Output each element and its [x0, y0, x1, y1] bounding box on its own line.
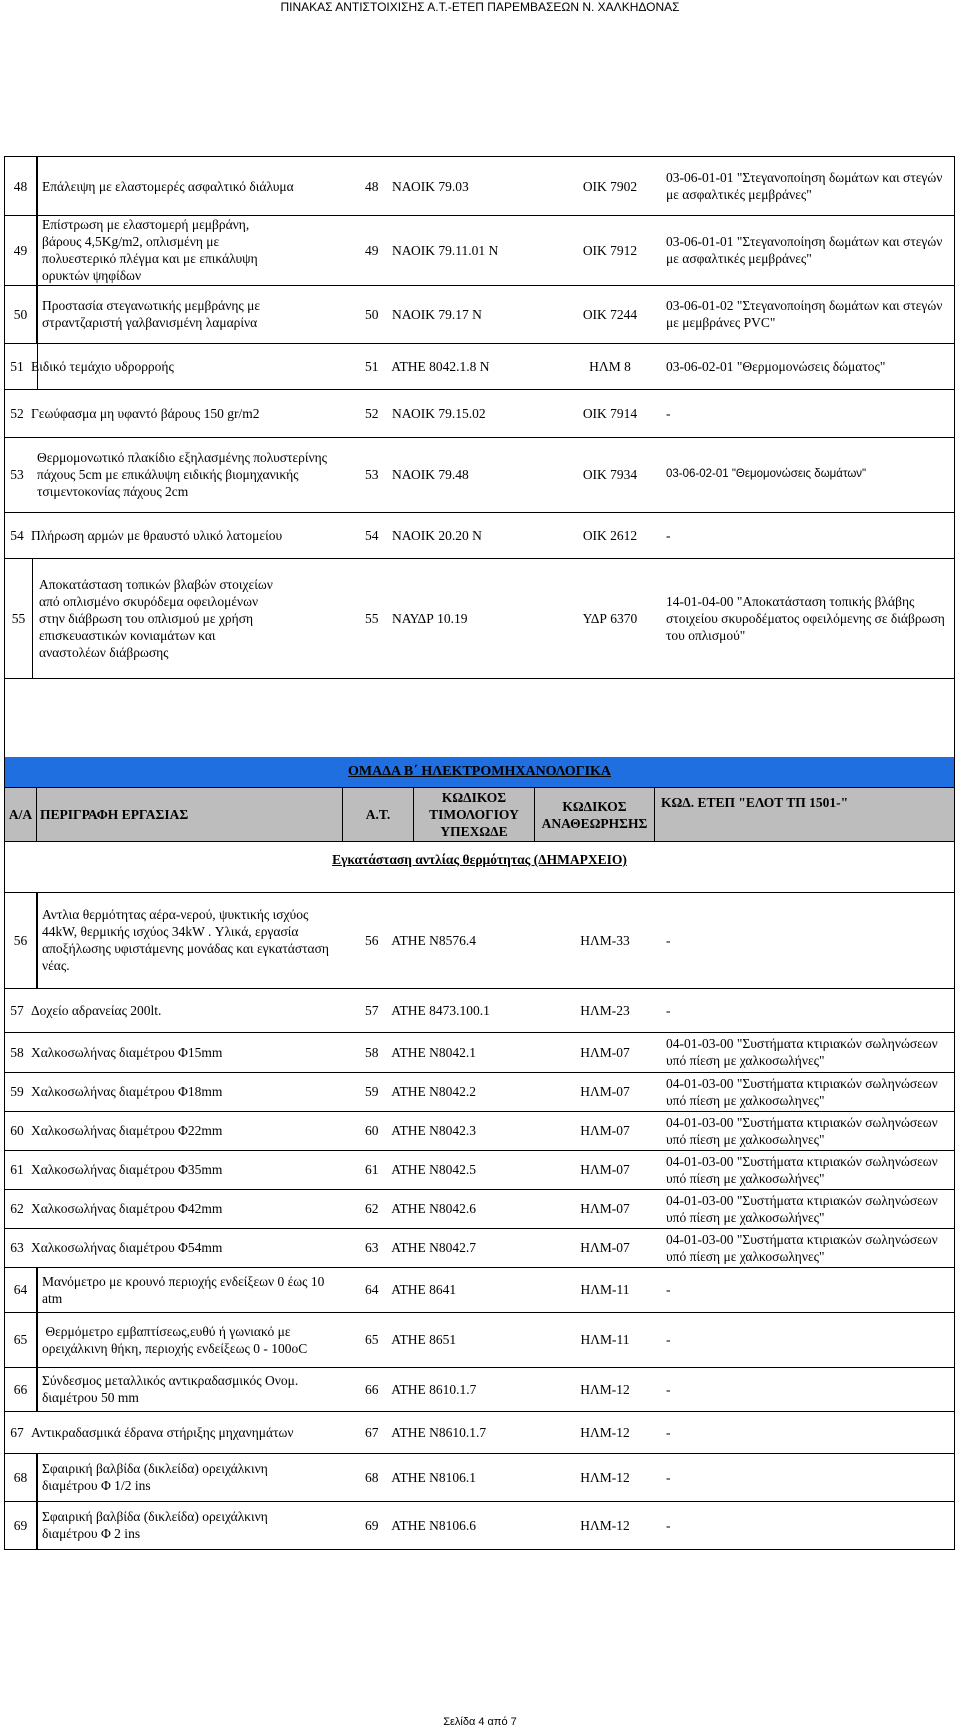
row-description: Σύνδεσμος μεταλλικός αντικραδασμικός Ονομ. διαμέτρου 50 mm [42, 1373, 299, 1405]
row-number: 62 [10, 1201, 24, 1216]
row-description: Μανόμετρο με κρουνό περιοχής ενδείξεων 0 έως 10 atm [42, 1273, 325, 1306]
row-at: 63 ΑΤΗΕ Ν8042.7 [365, 1240, 477, 1255]
row-number: 57 [10, 1002, 24, 1018]
row-etep: 04-01-03-00 "Συστήματα κτιριακών σωληνώσεων υπό πίεση με χαλκοσωληνες" [666, 1114, 938, 1147]
header-etep: ΚΩΔ. ΕΤΕΠ "ΕΛΟΤ ΤΠ 1501-" [661, 795, 849, 810]
row-description: Ειδικό τεμάχιο υδρορροής [31, 358, 174, 374]
row-price-code: ΟΙΚ 7914 [582, 405, 638, 421]
table-row [5, 1150, 954, 1189]
row-at: 65 ΑΤΗΕ 8651 [365, 1332, 457, 1347]
row-etep: 14-01-04-00 "Αποκατάσταση τοπικής βλάβης στοιχείου σκυροδέματος οφειλόμενης σε διάβρωση του οπλισμού" [666, 593, 945, 643]
table-row [5, 1312, 954, 1367]
row-revision-code: ΗΛΜ-07 [580, 1044, 630, 1060]
table-row [5, 389, 954, 437]
table-row [5, 1453, 954, 1501]
group-subtitle-text: Εγκατάσταση αντλίας θερμότητας (ΔΗΜΑΡΧΕΙΟ) [332, 852, 627, 867]
row-etep: 04-01-03-00 "Συστήματα κτιριακών σωληνώσεων υπό πίεση με χαλκοσωλήνες" [666, 1153, 938, 1186]
row-number: 56 [5, 892, 37, 988]
row-etep: 04-01-03-00 "Συστήματα κτιριακών σωληνώσεων υπό πίεση με χαλκοσωλήνες" [666, 1036, 938, 1068]
row-at: 68 ΑΤΗΕ Ν8106.1 [365, 1469, 477, 1485]
table-row [5, 988, 954, 1032]
row-at: 64 ΑΤΗΕ 8641 [365, 1282, 457, 1297]
row-at: 57 ΑΤΗΕ 8473.100.1 [365, 1002, 490, 1018]
table-row [5, 512, 954, 558]
row-at: 60 ΑΤΗΕ Ν8042.3 [365, 1123, 477, 1138]
row-number: 54 [10, 527, 24, 543]
row-etep: - [666, 932, 671, 948]
row-revision-code: ΗΛΜ-12 [580, 1424, 630, 1440]
row-number: 60 [10, 1123, 24, 1138]
row-revision-code: ΗΛΜ-07 [580, 1201, 630, 1216]
row-description: Σφαιρική βαλβίδα (δικλείδα) ορειχάλκινη διαμέτρου Φ 2 ins [42, 1509, 268, 1541]
row-price-code: ΟΙΚ 7934 [582, 467, 638, 482]
header-description: ΠΕΡΙΓΡΑΦΗ ΕΡΓΑΣΙΑΣ [37, 788, 343, 841]
row-description: Χαλκοσωλήνας διαμέτρου Φ54mm [31, 1240, 223, 1255]
row-at: 49 ΝΑΟΙΚ 79.11.01 Ν [365, 242, 499, 258]
table-row [5, 1189, 954, 1228]
row-number: 55 [5, 558, 33, 678]
row-at: 59 ΑΤΗΕ Ν8042.2 [365, 1084, 477, 1099]
row-revision-code: ΗΛΜ-12 [580, 1517, 630, 1533]
row-number: 65 [5, 1312, 37, 1367]
row-price-code: ΟΙΚ 7912 [582, 242, 638, 258]
row-at: 54 ΝΑΟΙΚ 20.20 Ν [365, 527, 482, 543]
row-at: 51 ΑΤΗΕ 8042.1.8 Ν [365, 358, 490, 374]
row-revision-code: ΗΛΜ-07 [580, 1240, 630, 1255]
table-row [5, 1367, 954, 1411]
row-at: 67 ΑΤΗΕ Ν8610.1.7 [365, 1424, 487, 1440]
row-at: 61 ΑΤΗΕ Ν8042.5 [365, 1162, 477, 1177]
row-description: Θερμομονωτικό πλακίδιο εξηλασμένης πολυστερίνης πάχους 5cm με επικάλυψη ειδικής βιομηχανικής τσιμεντοκονίας πάχους 2cm [37, 450, 328, 499]
row-etep: 03-06-01-01 "Στεγανοποίηση δωμάτων και στεγών με ασφαλτικές μεμβράνες" [666, 170, 943, 202]
group-column-headers [5, 787, 954, 842]
row-description: Χαλκοσωλήνας διαμέτρου Φ42mm [31, 1201, 223, 1216]
row-price-code: ΥΔΡ 6370 [582, 610, 638, 626]
correspondence-table [4, 156, 955, 1550]
row-etep: - [666, 405, 671, 421]
group-banner [5, 757, 954, 787]
row-etep: 03-06-02-01 "Θερμομονώσεις δώματος" [666, 358, 886, 374]
row-at: 69 ΑΤΗΕ Ν8106.6 [365, 1517, 477, 1533]
table-row [5, 1072, 954, 1111]
row-etep: - [666, 1002, 671, 1018]
table-row [5, 343, 954, 389]
row-number: 51 [10, 358, 24, 374]
table-row [5, 157, 954, 215]
row-description: Δοχείο αδρανείας 200lt. [31, 1002, 162, 1018]
page-header: ΠΙΝΑΚΑΣ ΑΝΤΙΣΤΟΙΧΙΣΗΣ Α.Τ.-ΕΤΕΠ ΠΑΡΕΜΒΑΣΕΩΝ Ν. ΧΑΛΚΗΔΟΝΑΣ [280, 0, 680, 14]
row-number: 59 [10, 1084, 24, 1099]
row-number: 58 [10, 1044, 24, 1060]
header-at: Α.Τ. [343, 788, 414, 841]
row-description: Προστασία στεγανωτικής μεμβράνης με στραντζαριστή γαλβανισμένη λαμαρίνα [42, 298, 261, 330]
row-revision-code: ΗΛΜ-07 [580, 1162, 630, 1177]
row-at: 48 ΝΑΟΙΚ 79.03 [365, 178, 469, 194]
row-description: Αντικραδασμικά έδρανα στήριξης μηχανημάτων [31, 1424, 294, 1440]
header-aa: Α/Α [5, 788, 37, 841]
row-number: 49 [5, 215, 37, 285]
row-description: Επίστρωση με ελαστομερή μεμβράνη, βάρους 4,5Kg/m2, οπλισμένη με πολυεστερικό πλέγμα και με επικάλυψη ορυκτών ψηφίδων [42, 217, 258, 283]
table-row [5, 1111, 954, 1150]
row-number: 66 [5, 1367, 37, 1411]
row-number: 53 [10, 467, 24, 482]
row-at: 53 ΝΑΟΙΚ 79.48 [365, 467, 469, 482]
row-etep: 04-01-03-00 "Συστήματα κτιριακών σωληνώσεων υπό πίεση με χαλκοσωληνες" [666, 1231, 938, 1264]
table-row [5, 437, 954, 512]
row-at: 58 ΑΤΗΕ Ν8042.1 [365, 1044, 477, 1060]
row-number: 64 [5, 1267, 37, 1312]
table-row [5, 215, 954, 285]
row-price-code: ΟΙΚ 7902 [582, 178, 638, 194]
row-revision-code: ΗΛΜ-12 [580, 1381, 630, 1397]
group-subtitle [5, 842, 954, 877]
row-at: 56 ΑΤΗΕ Ν8576.4 [365, 932, 477, 948]
table-row [5, 1032, 954, 1072]
row-number: 52 [10, 405, 24, 421]
page-footer: Σελίδα 4 από 7 [443, 1716, 517, 1728]
table-row [5, 1411, 954, 1453]
row-description: Χαλκοσωλήνας διαμέτρου Φ22mm [31, 1123, 223, 1138]
row-etep: 03-06-01-02 "Στεγανοποίηση δωμάτων και στεγών με μεμβράνες PVC" [666, 298, 943, 330]
row-number: 63 [10, 1240, 24, 1255]
row-at: 62 ΑΤΗΕ Ν8042.6 [365, 1201, 477, 1216]
row-at: 52 ΝΑΟΙΚ 79.15.02 [365, 405, 486, 421]
table-row [5, 1267, 954, 1312]
row-revision-code: ΗΛΜ-11 [580, 1282, 630, 1297]
row-description: Χαλκοσωλήνας διαμέτρου Φ15mm [31, 1044, 223, 1060]
row-etep: 03-06-02-01 "Θεμομονώσεις δωμάτων" [666, 468, 867, 480]
table-row [5, 892, 954, 988]
row-number: 69 [5, 1501, 37, 1549]
row-price-code: ΟΙΚ 7244 [582, 306, 638, 322]
row-description: Επάλειψη με ελαστομερές ασφαλτικό διάλυμα [42, 178, 294, 194]
row-etep: 04-01-03-00 "Συστήματα κτιριακών σωληνώσεων υπό πίεση με χαλκοσωληνες" [666, 1075, 938, 1108]
row-description: Αντλια θερμότητας αέρα-νερού, ψυκτικής ισχύος 44kW, θερμικής ισχύος 34kW . Υλικά, εργασία αποξήλωσης υφιστάμενης μονάδας και εγκατάσταση νέας. [42, 907, 329, 973]
row-description: Πλήρωση αρμών με θραυστό υλικό λατομείου [31, 527, 283, 543]
row-etep: - [666, 1517, 671, 1533]
row-revision-code: ΗΛΜ-23 [580, 1002, 630, 1018]
row-etep: 04-01-03-00 "Συστήματα κτιριακών σωληνώσεων υπό πίεση με χαλκοσωλήνες" [666, 1192, 938, 1225]
header-revision-code: ΚΩΔΙΚΟΣ ΑΝΑΘΕΩΡΗΣΗΣ [535, 788, 655, 841]
row-at: 55 ΝΑΥΔΡ 10.19 [365, 610, 468, 626]
row-description: Χαλκοσωλήνας διαμέτρου Φ18mm [31, 1084, 223, 1099]
row-etep: - [666, 1424, 671, 1440]
row-number: 67 [10, 1424, 24, 1440]
row-etep: 03-06-01-01 "Στεγανοποίηση δωμάτων και στεγών με ασφαλτικές μεμβράνες" [666, 234, 943, 266]
row-etep: - [666, 1469, 671, 1485]
row-at: 66 ΑΤΗΕ 8610.1.7 [365, 1381, 477, 1397]
group-title: ΟΜΑΔΑ Β΄ ΗΛΕΚΤΡΟΜΗΧΑΝΟΛΟΓΙΚΑ [347, 764, 612, 779]
row-description: Θερμόμετρο εμβαπτίσεως,ευθύ ή γωνιακό με ορειχάλκινη θήκη, περιοχής ενδείξεως 0 - 100oC [42, 1323, 308, 1356]
row-number: 61 [10, 1162, 24, 1177]
row-price-code: ΗΛΜ 8 [589, 358, 631, 374]
table-row [5, 285, 954, 343]
row-number: 50 [5, 285, 37, 343]
row-etep: - [666, 1381, 671, 1397]
row-revision-code: ΗΛΜ-07 [580, 1084, 630, 1099]
row-etep: - [666, 527, 671, 543]
row-description: Αποκατάσταση τοπικών βλαβών στοιχείων από οπλισμένο σκυρόδεμα οφειλομένων στην διάβρωση του οπλισμού με χρήση επισκευαστικών κονιαμάτων και αναστολέων διάβρωσης [39, 576, 273, 660]
row-etep: - [666, 1282, 671, 1297]
row-number: 68 [5, 1453, 37, 1501]
row-description: Χαλκοσωλήνας διαμέτρου Φ35mm [31, 1162, 223, 1177]
table-row [5, 558, 954, 678]
row-revision-code: ΗΛΜ-33 [580, 932, 630, 948]
row-price-code: ΟΙΚ 2612 [582, 527, 638, 543]
header-price-code: ΚΩΔΙΚΟΣ ΤΙΜΟΛΟΓΙΟΥ ΥΠΕΧΩΔΕ [414, 788, 535, 841]
row-revision-code: ΗΛΜ-07 [580, 1123, 630, 1138]
table-row [5, 1501, 954, 1549]
row-description: Γεωύφασμα μη υφαντό βάρους 150 gr/m2 [31, 405, 260, 421]
row-etep: - [666, 1332, 671, 1347]
row-at: 50 ΝΑΟΙΚ 79.17 Ν [365, 306, 482, 322]
row-revision-code: ΗΛΜ-11 [580, 1332, 630, 1347]
table-row [5, 1228, 954, 1267]
row-revision-code: ΗΛΜ-12 [580, 1469, 630, 1485]
row-description: Σφαιρική βαλβίδα (δικλείδα) ορειχάλκινη διαμέτρου Φ 1/2 ins [42, 1461, 268, 1493]
row-number: 48 [5, 157, 37, 215]
